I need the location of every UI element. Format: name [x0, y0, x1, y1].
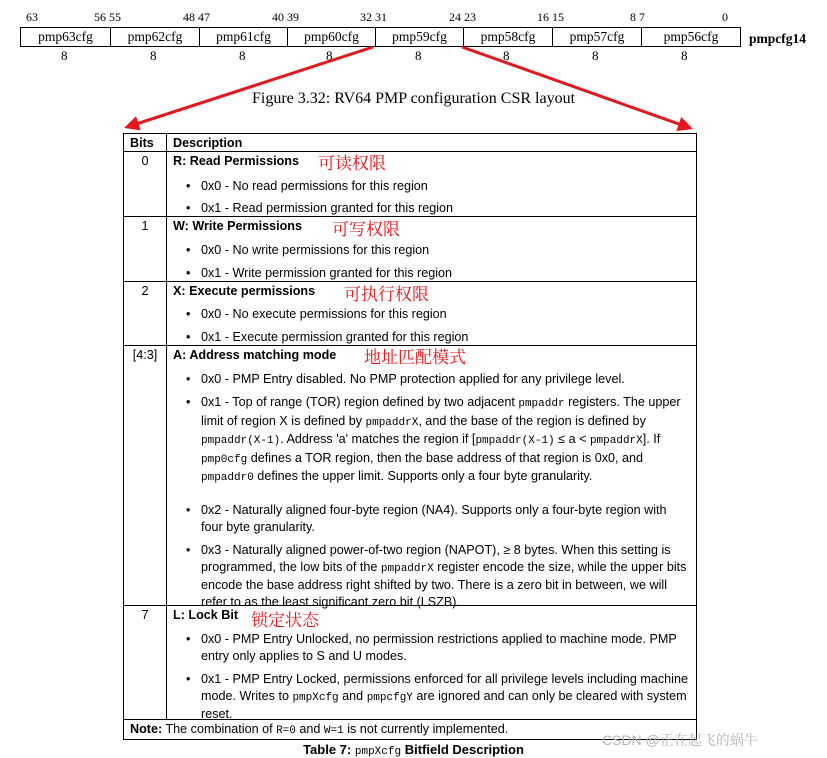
- field-width: 8: [61, 48, 68, 63]
- bullet: •: [186, 330, 191, 344]
- row-title: A: Address matching mode: [173, 348, 337, 362]
- field-width: 8: [326, 48, 333, 63]
- list-item: 0x0 - No read permissions for this region: [201, 179, 428, 193]
- list-item: 0x0 - No execute permissions for this region: [201, 307, 447, 321]
- list-item: 0x1 - Write permission granted for this region: [201, 266, 453, 280]
- bit-number: 32 31: [360, 10, 387, 24]
- annotation: 可读权限: [318, 154, 386, 173]
- row-title: R: Read Permissions: [173, 154, 299, 168]
- list-item: 0x0 - PMP Entry disabled. No PMP protection applied for any privilege level.: [201, 372, 625, 386]
- register-field: pmp63cfg: [21, 28, 111, 46]
- row-title: X: Execute permissions: [173, 284, 316, 298]
- field-width: 8: [150, 48, 157, 63]
- list-item: 0x0 - PMP Entry Unlocked, no permission restrictions applied to machine mode. PMP entry only applies to S and U modes.: [201, 632, 677, 663]
- annotation: 可写权限: [332, 220, 400, 239]
- row-bits: 2: [141, 284, 149, 298]
- list-item: 0x3 - Naturally aligned power-of-two region (NAPOT), ≥ 8 bytes. When this setting is programmed, the low bits of the pmpaddrX register encode the size, while the upper bits encode the base address right shifted by two. There is a zero bit in between, we will refer to as the least significant zero bit (LSZB).: [201, 543, 687, 609]
- bit-number: 63: [26, 10, 38, 24]
- arrow-right: [462, 47, 690, 128]
- bullet: •: [186, 243, 191, 257]
- arrow-left: [127, 47, 373, 127]
- register-name: pmpcfg14: [749, 31, 806, 46]
- row-title: L: Lock Bit: [173, 608, 239, 622]
- bullet: •: [186, 543, 191, 557]
- register-field: pmp60cfg: [288, 28, 376, 46]
- header-bits: Bits: [130, 136, 154, 150]
- bullet: •: [186, 179, 191, 193]
- bullet: •: [186, 503, 191, 517]
- field-width: 8: [239, 48, 246, 63]
- register-field: pmp56cfg: [663, 29, 719, 44]
- register-field: pmp61cfg: [200, 28, 288, 46]
- bullet: •: [186, 632, 191, 646]
- header-description: Description: [173, 136, 243, 150]
- annotation: 锁定状态: [251, 611, 319, 630]
- bullet: •: [186, 395, 191, 409]
- register-field: pmp59cfg: [376, 28, 464, 46]
- row-bits: 7: [141, 608, 149, 622]
- field-width: 8: [415, 48, 422, 63]
- list-item: 0x0 - No write permissions for this region: [201, 243, 430, 257]
- annotation: 可执行权限: [344, 285, 429, 304]
- bit-number: 16 15: [537, 10, 564, 24]
- table-caption: Table 7: pmpXcfg Bitfield Description: [303, 742, 524, 758]
- row-bits: [4:3]: [132, 348, 158, 362]
- register-field: pmp62cfg: [111, 28, 200, 46]
- bit-number: 56 55: [94, 10, 121, 24]
- list-item: 0x1 - Execute permission granted for this region: [201, 330, 469, 344]
- row-bits: 1: [141, 219, 149, 233]
- field-width: 8: [592, 48, 599, 63]
- field-width: 8: [681, 48, 688, 63]
- watermark: CSDN @正在起飞的蜗牛: [602, 732, 758, 748]
- list-item: 0x2 - Naturally aligned four-byte region (NA4). Supports only a four-byte region with four byte granularity.: [201, 503, 667, 534]
- bit-number: 0: [722, 10, 728, 24]
- list-item: 0x1 - Top of range (TOR) region defined by two adjacent pmpaddr registers. The upper limit of region X is defined by pmpaddrX, and the base of the region is defined by pmpaddr(X-1). Address 'a' matches the region if [pmpaddr(X-1) ≤ a < pmpaddrX]. If pmp0cfg defines a TOR region, then the base address of that region is 0x0, and pmpaddr0 defines the upper limit. Supports only a four byte granularity.: [201, 395, 681, 484]
- bit-number: 40 39: [272, 10, 299, 24]
- bit-number: 48 47: [183, 10, 210, 24]
- bit-number: 24 23: [449, 10, 476, 24]
- field-width: 8: [503, 48, 510, 63]
- bullet: •: [186, 372, 191, 386]
- bullet: •: [186, 307, 191, 321]
- bullet: •: [186, 201, 191, 215]
- register-field: pmp58cfg: [464, 28, 553, 46]
- row-bits: 0: [141, 154, 149, 168]
- list-item: 0x1 - Read permission granted for this region: [201, 201, 454, 215]
- bullet: •: [186, 266, 191, 280]
- register-field: pmp57cfg: [553, 28, 642, 46]
- figure-caption: Figure 3.32: RV64 PMP configuration CSR layout: [251, 90, 576, 107]
- row-title: W: Write Permissions: [173, 219, 303, 233]
- table-note: Note: The combination of R=0 and W=1 is not currently implemented.: [130, 722, 509, 737]
- bullet: •: [186, 672, 191, 686]
- list-item: 0x1 - PMP Entry Locked, permissions enforced for all privilege levels including machine mode. Writes to pmpXcfg and pmpcfgY are ignored and can only be cleared with system reset.: [201, 672, 688, 721]
- bit-number: 8 7: [630, 10, 645, 24]
- annotation: 地址匹配模式: [364, 348, 466, 367]
